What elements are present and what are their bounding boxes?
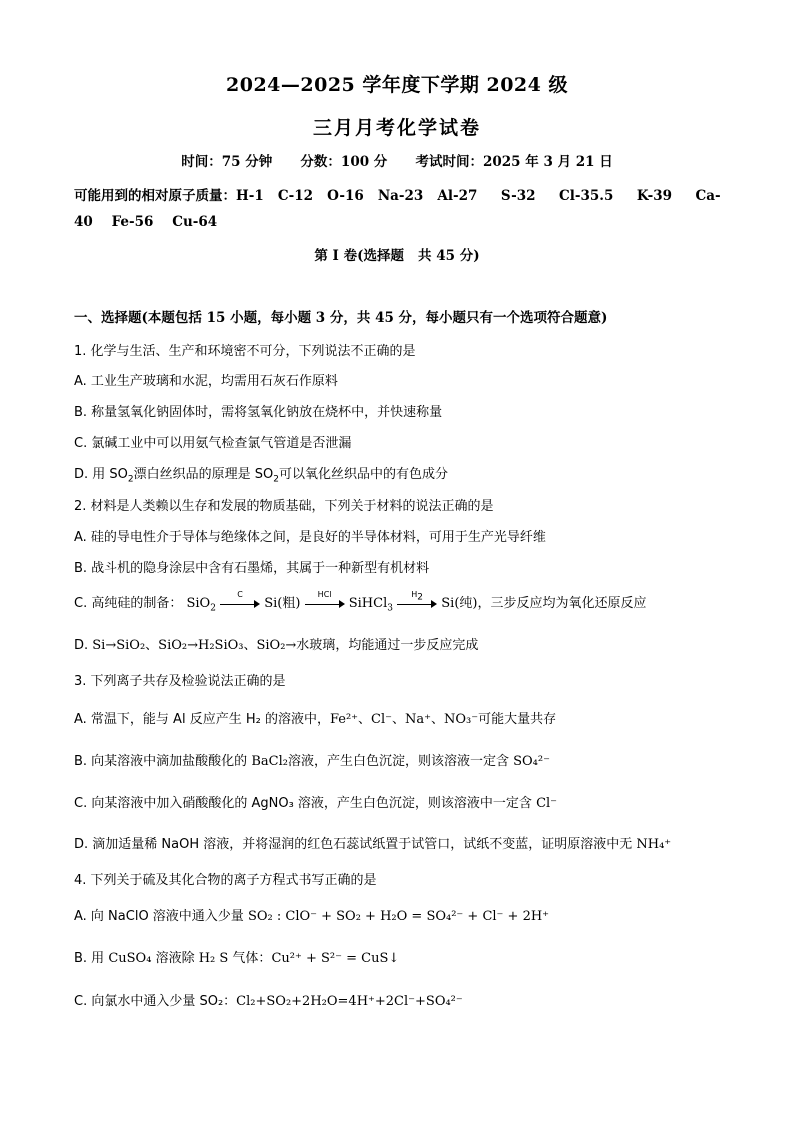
q1-d-post: 可以氧化丝织品中的有色成分 bbox=[279, 467, 449, 482]
subscript: 2 bbox=[273, 474, 279, 485]
q3-a-ions: Fe²⁺、Cl⁻、Na⁺、NO₃⁻ bbox=[329, 712, 479, 727]
q2-d-label: D. bbox=[74, 638, 93, 653]
q4-option-c bbox=[74, 990, 463, 1009]
q1-option-d bbox=[74, 463, 448, 485]
q1-d-mid: 漂白丝织品的原理是 SO bbox=[133, 467, 274, 482]
q4-b-mid: 溶液除 bbox=[151, 951, 199, 966]
q2-c-tail: ，三步反应均为氧化还原反应 bbox=[477, 596, 647, 611]
q2-d-chem: Si→SiO₂、SiO₂→H₂SiO₃、SiO₂→水玻璃 bbox=[92, 638, 336, 653]
q4-a-pre: A. 向 NaClO 溶液中通入少量 bbox=[74, 909, 248, 924]
q2-d-tail: ，均能通过一步反应完成 bbox=[335, 638, 479, 653]
q2-option-c bbox=[74, 589, 647, 614]
q4-stem: 4. 下列关于硫及其化合物的离子方程式书写正确的是 bbox=[74, 873, 377, 888]
q3-b-chem: BaCl₂ bbox=[251, 754, 288, 769]
q4-b-chem2: H₂ S bbox=[198, 951, 229, 966]
section-heading: 一、选择题(本题包括 15 小题，每小题 3 分，共 45 分，每小题只有一个选项符合题意) bbox=[74, 310, 608, 326]
q2-option-b: B. 战斗机的隐身涂层中含有石墨烯，其属于一种新型有机材料 bbox=[74, 561, 430, 576]
reagent: Si(纯) bbox=[441, 596, 478, 611]
subscript: 2 bbox=[127, 474, 134, 485]
q4-b-chem: CuSO₄ bbox=[108, 951, 152, 966]
q3-c-ion: Cl⁻ bbox=[536, 796, 558, 811]
q4-b-equation: Cu²⁺ + S²⁻ = CuS↓ bbox=[271, 951, 400, 966]
q3-b-pre: B. 向某溶液中滴加盐酸酸化的 bbox=[74, 754, 252, 769]
reaction-arrow-icon: C bbox=[220, 599, 260, 609]
q2-c-label: C. 高纯硅的制备： bbox=[74, 596, 183, 611]
q3-a-pre: A. 常温下，能与 Al 反应产生 H₂ 的溶液中， bbox=[74, 712, 330, 727]
q3-b-ion: SO₄²⁻ bbox=[513, 754, 550, 769]
part-heading: 第 I 卷(选择题 共 45 分) bbox=[314, 248, 480, 264]
q4-b-pre: B. 用 bbox=[74, 951, 109, 966]
exam-title-line1: 2024—2025 学年度下学期 2024 级 bbox=[226, 74, 568, 96]
q1-d-pre: D. 用 SO bbox=[74, 467, 128, 482]
q1-option-c: C. 氯碱工业中可以用氨气检查氯气管道是否泄漏 bbox=[74, 436, 352, 451]
q3-option-d bbox=[74, 833, 671, 852]
reagent: SiO$_2$ bbox=[186, 596, 216, 614]
reagent: Si(粗) bbox=[264, 596, 301, 611]
q3-stem: 3. 下列离子共存及检验说法正确的是 bbox=[74, 674, 286, 689]
q2-stem: 2. 材料是人类赖以生存和发展的物质基础，下列关于材料的说法正确的是 bbox=[74, 499, 494, 514]
reaction-arrow-icon: $H_2$ bbox=[397, 599, 437, 609]
q3-option-c bbox=[74, 792, 557, 811]
q3-d-ion: NH₄⁺ bbox=[636, 837, 672, 852]
q3-c-pre: C. 向某溶液中加入硝酸酸化的 AgNO₃ 溶液，产生白色沉淀，则该溶液中一定含 bbox=[74, 796, 537, 811]
reaction-arrow-icon: HCl bbox=[305, 599, 345, 609]
q3-option-a bbox=[74, 708, 556, 727]
q1-stem: 1. 化学与生活、生产和环境密不可分，下列说法不正确的是 bbox=[74, 344, 416, 359]
q4-option-a bbox=[74, 905, 549, 924]
q4-c-pre: C. 向氯水中通入少量 SO₂： bbox=[74, 994, 237, 1009]
q4-a-equation: SO₂ : ClO⁻ + SO₂ + H₂O = SO₄²⁻ + Cl⁻ + 2H⁺ bbox=[247, 909, 550, 924]
q3-option-b bbox=[74, 750, 550, 769]
exam-title-line2: 三月月考化学试卷 bbox=[312, 117, 481, 139]
q3-d-pre: D. 滴加适量稀 NaOH 溶液，并将湿润的红色石蕊试纸置于试管口，试纸不变蓝，证明原溶液中无 bbox=[74, 837, 637, 852]
q3-b-mid: 溶液，产生白色沉淀，则该溶液一定含 bbox=[287, 754, 514, 769]
q3-a-tail: 可能大量共存 bbox=[478, 712, 557, 727]
exam-meta: 时间：75 分钟 分数：100 分 考试时间：2025 年 3 月 21 日 bbox=[181, 154, 613, 170]
atomic-masses-line1: 可能用到的相对原子质量：H-1 C-12 O-16 Na-23 Al-27 S-32 Cl-35.5 K-39 Ca- bbox=[74, 188, 721, 204]
q1-option-b: B. 称量氢氧化钠固体时，需将氢氧化钠放在烧杯中，并快速称量 bbox=[74, 405, 443, 420]
q2-option-d bbox=[74, 634, 478, 653]
q1-option-a: A. 工业生产玻璃和水泥，均需用石灰石作原料 bbox=[74, 374, 338, 389]
atomic-masses-line2: 40 Fe-56 Cu-64 bbox=[74, 214, 218, 230]
q4-c-equation: Cl₂+SO₂+2H₂O=4H⁺+2Cl⁻+SO₄²⁻ bbox=[236, 994, 463, 1009]
reagent: SiHCl$_3$ bbox=[348, 596, 393, 614]
q4-option-b bbox=[74, 947, 399, 966]
q4-b-mid2: 气体： bbox=[228, 951, 272, 966]
q2-option-a: A. 硅的导电性介于导体与绝缘体之间，是良好的半导体材料，可用于生产光导纤维 bbox=[74, 530, 546, 545]
